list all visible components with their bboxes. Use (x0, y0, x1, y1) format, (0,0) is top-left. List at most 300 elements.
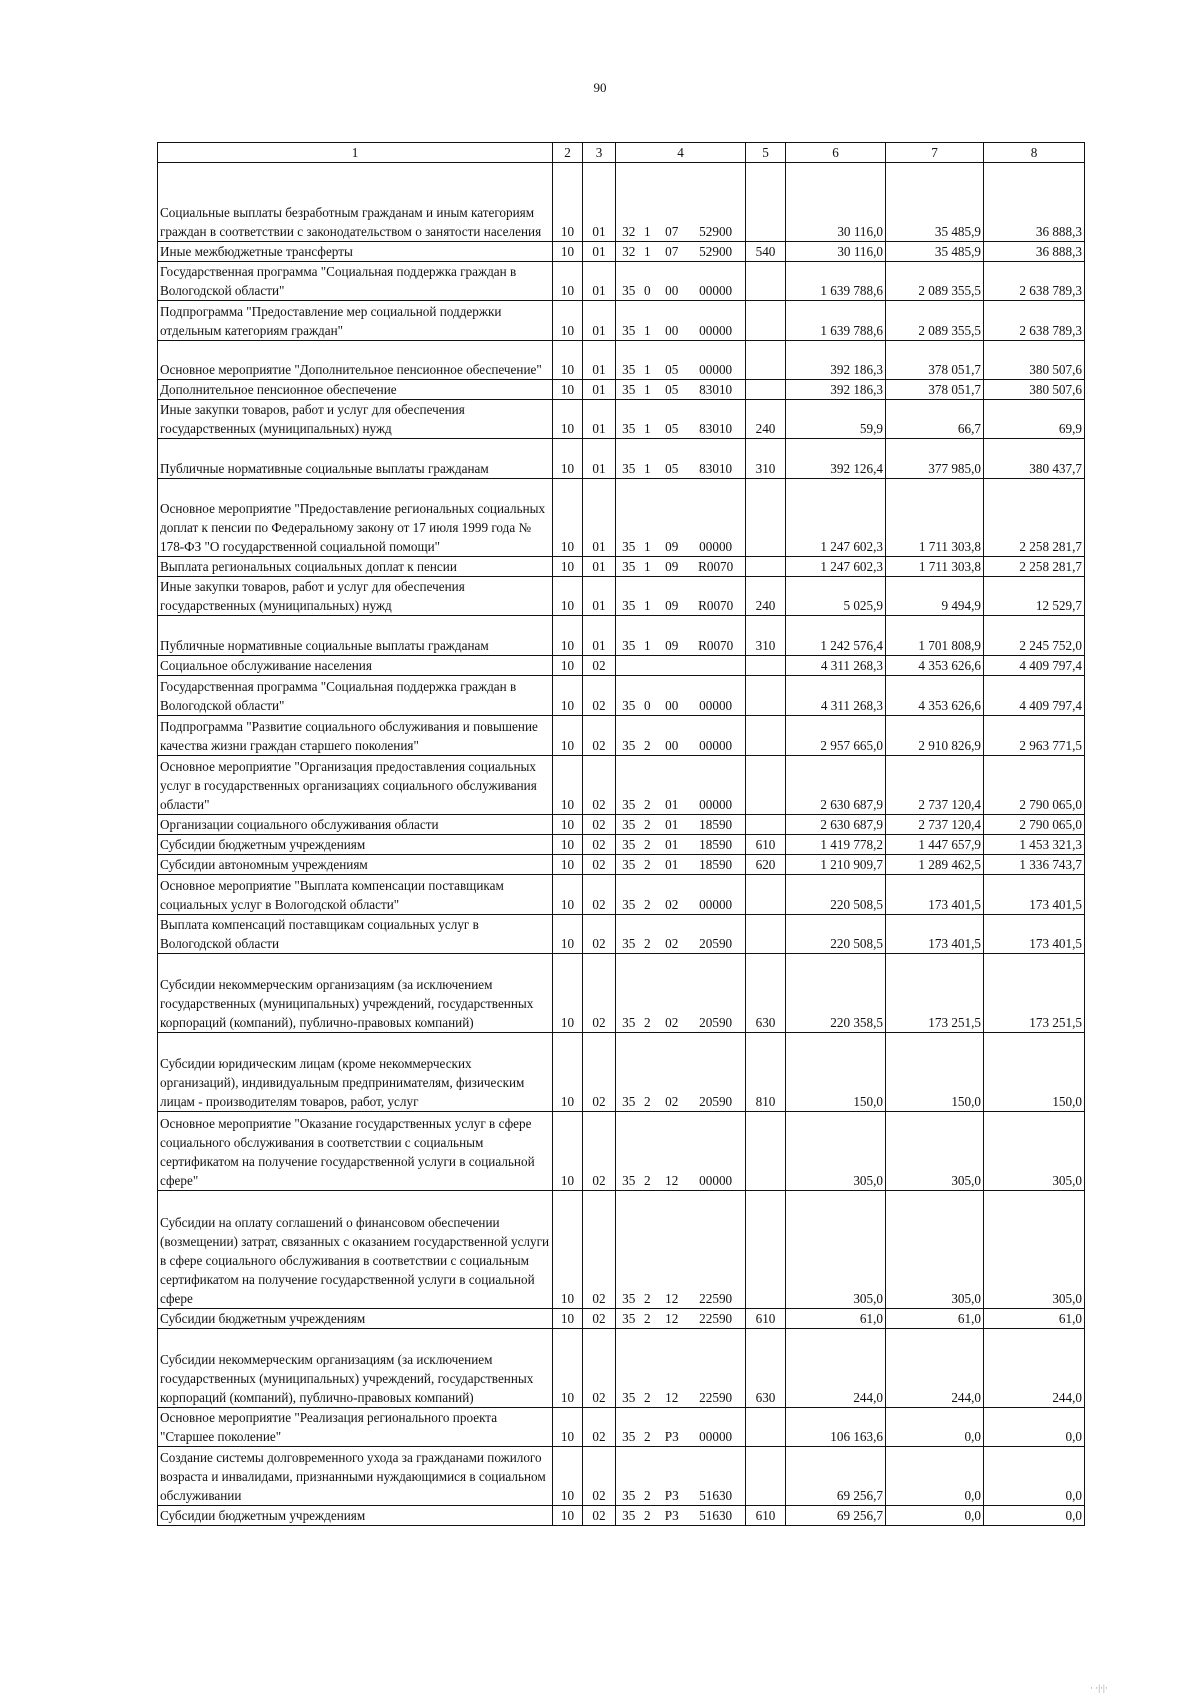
subsection-code: 02 (583, 1408, 616, 1447)
table-row (158, 954, 1085, 1033)
code-part: 52900 (699, 224, 733, 239)
amount-col-8: 2 790 065,0 (984, 756, 1085, 815)
code-part: 51630 (699, 1508, 733, 1523)
amount-col-7: 35 485,9 (886, 242, 984, 262)
target-article-code (616, 242, 746, 262)
section-code: 10 (553, 1506, 583, 1526)
expense-type-code: 630 (746, 1329, 786, 1408)
code-part: 00000 (699, 323, 733, 338)
amount-col-7: 4 353 626,6 (886, 656, 984, 676)
table-row (158, 1408, 1085, 1447)
code-part: 01 (665, 857, 679, 872)
amount-col-7: 173 251,5 (886, 954, 984, 1033)
code-part: 2 (644, 1429, 651, 1444)
code-part: 2 (644, 1094, 651, 1109)
subsection-code: 01 (583, 616, 616, 656)
target-article-parts (618, 835, 743, 854)
code-part: 35 (622, 1173, 636, 1188)
code-part: 83010 (699, 382, 733, 397)
row-name: Субсидии некоммерческим организациям (за исключением государственных (муниципальных) учреждений, государственных корпораций (компаний), публично-правовых компаний) (158, 954, 553, 1033)
code-part: 00000 (699, 797, 733, 812)
amount-col-7: 378 051,7 (886, 380, 984, 400)
code-part: 1 (644, 559, 651, 574)
target-article-parts (618, 459, 743, 478)
subsection-code: 01 (583, 163, 616, 242)
code-part: 32 (622, 224, 636, 239)
subsection-code: 02 (583, 1309, 616, 1329)
section-code: 10 (553, 400, 583, 439)
expense-type-code: 540 (746, 242, 786, 262)
amount-col-8: 36 888,3 (984, 242, 1085, 262)
expense-type-code (746, 262, 786, 301)
code-part: 35 (622, 837, 636, 852)
row-name: Субсидии бюджетным учреждениям (158, 835, 553, 855)
target-article-parts (618, 321, 743, 340)
code-part: 18590 (699, 857, 733, 872)
code-part: 09 (665, 638, 679, 653)
code-part: 1 (644, 224, 651, 239)
target-article-code (616, 716, 746, 756)
row-name: Субсидии некоммерческим организациям (за исключением государственных (муниципальных) учреждений, государственных корпораций (компаний), публично-правовых компаний) (158, 1329, 553, 1408)
table-row (158, 756, 1085, 815)
target-article-parts (618, 934, 743, 953)
amount-col-7: 0,0 (886, 1506, 984, 1526)
amount-col-6: 220 358,5 (786, 954, 886, 1033)
target-article-code (616, 616, 746, 656)
code-part: 35 (622, 936, 636, 951)
code-part: 12 (665, 1173, 679, 1188)
target-article-code (616, 1112, 746, 1191)
code-part: 20590 (699, 1015, 733, 1030)
table-header-row (158, 143, 1085, 163)
code-part: 35 (622, 1094, 636, 1109)
subsection-code: 01 (583, 577, 616, 616)
code-part: 1 (644, 598, 651, 613)
code-part: 35 (622, 817, 636, 832)
amount-col-7: 1 711 303,8 (886, 479, 984, 557)
target-article-code (616, 656, 746, 676)
column-header: 3 (583, 143, 616, 163)
subsection-code: 02 (583, 835, 616, 855)
row-name: Государственная программа "Социальная поддержка граждан в Вологодской области" (158, 262, 553, 301)
section-code: 10 (553, 242, 583, 262)
section-code: 10 (553, 1329, 583, 1408)
target-article-parts (618, 1092, 743, 1111)
code-part: 20590 (699, 936, 733, 951)
code-part: 00000 (699, 1429, 733, 1444)
code-part: 1 (644, 461, 651, 476)
target-article-parts (618, 596, 743, 615)
code-part: 2 (644, 1311, 651, 1326)
expense-type-code (746, 1447, 786, 1506)
code-part: 02 (665, 897, 679, 912)
table-row (158, 1329, 1085, 1408)
code-part: R0070 (698, 559, 734, 574)
row-name: Организации социального обслуживания области (158, 815, 553, 835)
table-row (158, 163, 1085, 242)
section-code: 10 (553, 855, 583, 875)
table-row (158, 656, 1085, 676)
subsection-code: 02 (583, 1329, 616, 1408)
amount-col-7: 0,0 (886, 1408, 984, 1447)
row-name: Основное мероприятие "Реализация регионального проекта "Старшее поколение" (158, 1408, 553, 1447)
code-part: 20590 (699, 1094, 733, 1109)
code-part: 35 (622, 1390, 636, 1405)
code-part: 1 (644, 362, 651, 377)
amount-col-7: 1 289 462,5 (886, 855, 984, 875)
column-header: 4 (616, 143, 746, 163)
row-name: Субсидии бюджетным учреждениям (158, 1506, 553, 1526)
code-part: 09 (665, 539, 679, 554)
section-code: 10 (553, 262, 583, 301)
target-article-code (616, 1191, 746, 1309)
row-name: Основное мероприятие "Выплата компенсации поставщикам социальных услуг в Вологодской области" (158, 875, 553, 915)
row-name: Выплата компенсаций поставщикам социальных услуг в Вологодской области (158, 915, 553, 954)
target-article-parts (618, 360, 743, 379)
row-name: Субсидии на оплату соглашений о финансовом обеспечении (возмещении) затрат, связанных с оказанием государственной услуги в сфере социального обслуживания в соответствии с социальным сертификатом на получение государственной услуги в социальной сфере (158, 1191, 553, 1309)
code-part: 1 (644, 638, 651, 653)
row-name: Государственная программа "Социальная поддержка граждан в Вологодской области" (158, 676, 553, 716)
section-code: 10 (553, 954, 583, 1033)
amount-col-7: 2 089 355,5 (886, 301, 984, 341)
target-article-code (616, 557, 746, 577)
expense-type-code (746, 716, 786, 756)
code-part: 2 (644, 1390, 651, 1405)
row-name: Подпрограмма "Предоставление мер социальной поддержки отдельным категориям граждан" (158, 301, 553, 341)
amount-col-6: 1 639 788,6 (786, 301, 886, 341)
table-row (158, 439, 1085, 479)
table-row (158, 616, 1085, 656)
expense-type-code (746, 1191, 786, 1309)
target-article-parts (618, 537, 743, 556)
amount-col-7: 66,7 (886, 400, 984, 439)
amount-col-8: 2 245 752,0 (984, 616, 1085, 656)
amount-col-6: 1 419 778,2 (786, 835, 886, 855)
code-part: 22590 (699, 1291, 733, 1306)
expense-type-code (746, 557, 786, 577)
amount-col-8: 2 258 281,7 (984, 479, 1085, 557)
code-part: 07 (665, 244, 679, 259)
page-number: 90 (593, 80, 607, 95)
code-part: 00000 (699, 698, 733, 713)
table-row (158, 341, 1085, 380)
amount-col-6: 392 186,3 (786, 380, 886, 400)
amount-col-6: 1 247 602,3 (786, 557, 886, 577)
section-code: 10 (553, 756, 583, 815)
subsection-code: 01 (583, 341, 616, 380)
section-code: 10 (553, 815, 583, 835)
amount-col-7: 4 353 626,6 (886, 676, 984, 716)
target-article-parts (618, 855, 743, 874)
code-part: 1 (644, 323, 651, 338)
amount-col-8: 61,0 (984, 1309, 1085, 1329)
subsection-code: 02 (583, 716, 616, 756)
row-name: Социальное обслуживание населения (158, 656, 553, 676)
code-part: 02 (665, 1094, 679, 1109)
subsection-code: 02 (583, 954, 616, 1033)
amount-col-8: 173 401,5 (984, 915, 1085, 954)
table-row (158, 1112, 1085, 1191)
code-part: 35 (622, 1291, 636, 1306)
section-code: 10 (553, 1033, 583, 1112)
amount-col-7: 244,0 (886, 1329, 984, 1408)
code-part: 83010 (699, 461, 733, 476)
expense-type-code: 610 (746, 1309, 786, 1329)
target-article-code (616, 341, 746, 380)
target-article-parts (618, 557, 743, 576)
subsection-code: 02 (583, 915, 616, 954)
target-article-code (616, 380, 746, 400)
table-row (158, 676, 1085, 716)
code-part: 52900 (699, 244, 733, 259)
target-article-parts (618, 1013, 743, 1032)
section-code: 10 (553, 676, 583, 716)
amount-col-7: 378 051,7 (886, 341, 984, 380)
amount-col-7: 305,0 (886, 1112, 984, 1191)
code-part: 35 (622, 539, 636, 554)
code-part: 12 (665, 1311, 679, 1326)
table-row (158, 1506, 1085, 1526)
column-header: 1 (158, 143, 553, 163)
amount-col-6: 150,0 (786, 1033, 886, 1112)
row-name: Основное мероприятие "Предоставление региональных социальных доплат к пенсии по Федеральному закону от 17 июля 1999 года № 178-ФЗ "О государственной социальной помощи" (158, 479, 553, 557)
expense-type-code (746, 380, 786, 400)
amount-col-7: 1 701 808,9 (886, 616, 984, 656)
amount-col-6: 305,0 (786, 1191, 886, 1309)
target-article-code (616, 577, 746, 616)
subsection-code: 01 (583, 242, 616, 262)
amount-col-7: 173 401,5 (886, 915, 984, 954)
amount-col-6: 69 256,7 (786, 1447, 886, 1506)
code-part: 00 (665, 323, 679, 338)
code-part: 35 (622, 1429, 636, 1444)
row-name: Основное мероприятие "Оказание государственных услуг в сфере социального обслуживания в соответствии с социальным сертификатом на получение государственной услуги в социальной сфере" (158, 1112, 553, 1191)
expense-type-code (746, 915, 786, 954)
section-code: 10 (553, 915, 583, 954)
amount-col-6: 30 116,0 (786, 163, 886, 242)
code-part: 35 (622, 559, 636, 574)
table-row (158, 835, 1085, 855)
code-part: R0070 (698, 638, 734, 653)
amount-col-7: 150,0 (886, 1033, 984, 1112)
section-code: 10 (553, 380, 583, 400)
expense-type-code: 240 (746, 400, 786, 439)
section-code: 10 (553, 577, 583, 616)
target-article-parts (618, 242, 743, 261)
code-part: 00 (665, 698, 679, 713)
target-article-parts (618, 795, 743, 814)
amount-col-8: 173 251,5 (984, 954, 1085, 1033)
code-part: 2 (644, 1015, 651, 1030)
subsection-code: 02 (583, 1506, 616, 1526)
row-name: Выплата региональных социальных доплат к пенсии (158, 557, 553, 577)
subsection-code: 02 (583, 1191, 616, 1309)
code-part: 35 (622, 382, 636, 397)
amount-col-8: 0,0 (984, 1447, 1085, 1506)
amount-col-6: 220 508,5 (786, 915, 886, 954)
target-article-code (616, 915, 746, 954)
amount-col-8: 2 790 065,0 (984, 815, 1085, 835)
target-article-parts (618, 1506, 743, 1525)
amount-col-7: 0,0 (886, 1447, 984, 1506)
amount-col-6: 59,9 (786, 400, 886, 439)
code-part: 35 (622, 897, 636, 912)
code-part: 1 (644, 382, 651, 397)
amount-col-8: 380 437,7 (984, 439, 1085, 479)
amount-col-6: 392 186,3 (786, 341, 886, 380)
target-article-code (616, 855, 746, 875)
target-article-code (616, 301, 746, 341)
code-part: 2 (644, 1488, 651, 1503)
code-part: 05 (665, 461, 679, 476)
expense-type-code (746, 656, 786, 676)
amount-col-7: 2 737 120,4 (886, 815, 984, 835)
code-part: 00000 (699, 1173, 733, 1188)
code-part: 2 (644, 857, 651, 872)
target-article-parts (618, 815, 743, 834)
row-name: Субсидии юридическим лицам (кроме некоммерческих организаций), индивидуальным предпринимателям, физическим лицам - производителям товаров, работ, услуг (158, 1033, 553, 1112)
table-row (158, 1033, 1085, 1112)
code-part: P3 (664, 1488, 679, 1503)
amount-col-6: 1 247 602,3 (786, 479, 886, 557)
table-row (158, 577, 1085, 616)
code-part: 02 (665, 936, 679, 951)
amount-col-6: 2 630 687,9 (786, 815, 886, 835)
target-article-parts (618, 895, 743, 914)
code-part: 00 (665, 283, 679, 298)
target-article-parts (618, 419, 743, 438)
code-part: 22590 (699, 1311, 733, 1326)
target-article-code (616, 1506, 746, 1526)
target-article-parts (618, 1427, 743, 1446)
code-part: 2 (644, 1291, 651, 1306)
subsection-code: 02 (583, 875, 616, 915)
amount-col-8: 2 258 281,7 (984, 557, 1085, 577)
code-part: 01 (665, 797, 679, 812)
target-article-code (616, 1033, 746, 1112)
section-code: 10 (553, 616, 583, 656)
column-header: 6 (786, 143, 886, 163)
amount-col-6: 2 957 665,0 (786, 716, 886, 756)
target-article-code (616, 676, 746, 716)
expense-type-code (746, 341, 786, 380)
target-article-code (616, 1408, 746, 1447)
amount-col-7: 173 401,5 (886, 875, 984, 915)
code-part: 35 (622, 1508, 636, 1523)
target-article-parts (618, 696, 743, 715)
table-body (158, 163, 1085, 1526)
target-article-parts (618, 1289, 743, 1308)
amount-col-8: 173 401,5 (984, 875, 1085, 915)
code-part: 35 (622, 598, 636, 613)
expense-type-code (746, 815, 786, 835)
budget-table (157, 142, 1085, 1526)
table-row (158, 242, 1085, 262)
section-code: 10 (553, 341, 583, 380)
amount-col-6: 4 311 268,3 (786, 656, 886, 676)
code-part: 00000 (699, 738, 733, 753)
amount-col-6: 392 126,4 (786, 439, 886, 479)
section-code: 10 (553, 301, 583, 341)
table-row (158, 915, 1085, 954)
amount-col-7: 2 737 120,4 (886, 756, 984, 815)
section-code: 10 (553, 1112, 583, 1191)
subsection-code: 01 (583, 557, 616, 577)
amount-col-6: 4 311 268,3 (786, 676, 886, 716)
row-name: Создание системы долговременного ухода за гражданами пожилого возраста и инвалидами, признанными нуждающимися в социальном обслуживании (158, 1447, 553, 1506)
row-name: Субсидии бюджетным учреждениям (158, 1309, 553, 1329)
section-code: 10 (553, 716, 583, 756)
subsection-code: 01 (583, 301, 616, 341)
subsection-code: 01 (583, 400, 616, 439)
amount-col-6: 1 210 909,7 (786, 855, 886, 875)
section-code: 10 (553, 163, 583, 242)
target-article-code (616, 439, 746, 479)
target-article-parts (618, 222, 743, 241)
target-article-parts (618, 281, 743, 300)
code-part: 00000 (699, 897, 733, 912)
amount-col-7: 61,0 (886, 1309, 984, 1329)
target-article-code (616, 835, 746, 855)
expense-type-code: 310 (746, 439, 786, 479)
code-part: 01 (665, 837, 679, 852)
amount-col-8: 1 336 743,7 (984, 855, 1085, 875)
subsection-code: 02 (583, 855, 616, 875)
column-header: 5 (746, 143, 786, 163)
target-article-code (616, 400, 746, 439)
amount-col-6: 5 025,9 (786, 577, 886, 616)
amount-col-7: 377 985,0 (886, 439, 984, 479)
section-code: 10 (553, 439, 583, 479)
table-row (158, 1447, 1085, 1506)
table-row (158, 1191, 1085, 1309)
target-article-parts (618, 736, 743, 755)
subsection-code: 02 (583, 676, 616, 716)
subsection-code: 01 (583, 479, 616, 557)
code-part: 32 (622, 244, 636, 259)
subsection-code: 01 (583, 439, 616, 479)
amount-col-8: 36 888,3 (984, 163, 1085, 242)
code-part: 35 (622, 283, 636, 298)
row-name: Публичные нормативные социальные выплаты гражданам (158, 616, 553, 656)
table-row (158, 716, 1085, 756)
amount-col-8: 2 638 789,3 (984, 262, 1085, 301)
amount-col-7: 1 711 303,8 (886, 557, 984, 577)
amount-col-8: 305,0 (984, 1191, 1085, 1309)
amount-col-8: 1 453 321,3 (984, 835, 1085, 855)
expense-type-code (746, 1408, 786, 1447)
code-part: 0 (644, 283, 651, 298)
subsection-code: 02 (583, 656, 616, 676)
target-article-parts (618, 1309, 743, 1328)
amount-col-7: 9 494,9 (886, 577, 984, 616)
code-part: P3 (664, 1508, 679, 1523)
code-part: 51630 (699, 1488, 733, 1503)
code-part: 2 (644, 1173, 651, 1188)
amount-col-6: 244,0 (786, 1329, 886, 1408)
code-part: 09 (665, 598, 679, 613)
amount-col-8: 244,0 (984, 1329, 1085, 1408)
target-article-code (616, 1309, 746, 1329)
row-name: Основное мероприятие "Организация предоставления социальных услуг в государственных организациях социального обслуживания области" (158, 756, 553, 815)
amount-col-8: 380 507,6 (984, 380, 1085, 400)
column-header: 7 (886, 143, 984, 163)
target-article-parts (618, 636, 743, 655)
target-article-code (616, 479, 746, 557)
amount-col-8: 2 963 771,5 (984, 716, 1085, 756)
subsection-code: 02 (583, 1112, 616, 1191)
target-article-code (616, 163, 746, 242)
